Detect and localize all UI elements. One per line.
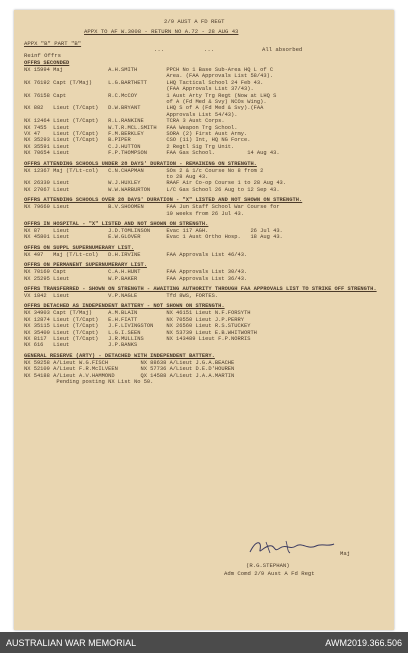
entry-line: NX 76158 Capt R.C.McCOY 1 Aust Arty Trg Regt (Now at LHQ S (24, 92, 277, 99)
entry-line: NX 7455 Lieut W.T.R.MCL.SMITH FAA Weapon Trg School. (24, 124, 238, 131)
entry-line: (FAA Approvals List 37/43). (24, 86, 254, 93)
signature-rank: Maj (340, 550, 351, 557)
entry-line: NX 882 Lieut (T/Capt) D.W.BRYANT LHQ S of A (Fd Med & Svy).(FAA (24, 105, 264, 112)
entry-line: NX 76192 Capt (T/Maj) L.G.BARTHETT LHQ Tactical School 24 Feb 43. (24, 79, 264, 86)
document-paper (14, 10, 394, 630)
entry-line: NX 70654 Lieut F.P.THOMPSON FAA Gas School. 14 Aug 43. (24, 150, 280, 157)
return-heading: APPX TO AF W.3008 - RETURN NO A.72 - 28 AUG 43 (84, 28, 239, 35)
archive-footer (0, 632, 408, 653)
all-absorbed: All absorbed (262, 46, 303, 53)
entry-line: NX 59258 A/Lieut W.G.FISCH NX 88638 A/Lieut J.G.A.BEACHE (24, 359, 235, 366)
entry-line: to 28 Aug 43. (24, 174, 209, 180)
dash-mark: ... (204, 46, 215, 53)
entry-line: NX 35591 Lieut C.J.HUTTON 2 Regtl Sig Trg Unit. (24, 143, 235, 150)
section-title: OFFRS ON SUPPL SUPERNUMERARY LIST. (24, 244, 134, 251)
section-title: OFFRS TRANSFERRED - SHOWN ON STRENGTH - AWAITING AUTHORITY THROUGH FAA APPROVALS LIST TO STRIKE OFF STRENGTH. (24, 286, 377, 292)
entry-line: NX 12874 Lieut (T/Capt) E.H.FIATT NX 70550 Lieut J.P.PERRY (24, 316, 244, 323)
section-title: OFFRS DETACHED AS INDEPENDENT BATTERY - NOT SHOWN ON STRENGTH. (24, 303, 225, 310)
entry-line: Area. (FAA Approvals List 58/43). (24, 73, 274, 80)
footer-institution: AUSTRALIAN WAR MEMORIAL (6, 637, 137, 648)
signatory-name: (R.G.STEPHAN) (246, 562, 290, 569)
entry-line: NX 25295 Lieut W.P.BAKER FAA Approvals List 36/43. (24, 275, 248, 282)
entry-line: VX 1842 Lieut V.P.NAGLE Tfd 8WS, FORTES. (24, 293, 219, 299)
entry-line: NX 87 Lieut J.D.TOMLINSON Evac 117 AGH. 26 Jul 43. (24, 228, 283, 234)
signatory-title: Adm Comd 2/9 Aust A Fd Regt (224, 570, 315, 577)
handwritten-signature (246, 538, 336, 556)
section-title: OFFRS IN HOSPITAL - "X" LISTED AND NOT SHOWN ON STRENGTH. (24, 221, 209, 227)
entry-line: NX 35400 Lieut (T/Capt) L.G.I.SEEN NX 53739 Lieut E.B.WHITWORTH (24, 329, 257, 336)
section-title: GENERAL RESERVE (ARTY) - DETACHED WITH INDEPENDENT BATTERY. (24, 352, 215, 359)
entry-line: NX 35293 Lieut (T/Capt) B.PIPER CSO (11) Int, HQ NG Force. (24, 137, 251, 144)
footer-accession: AWM2019.366.506 (325, 637, 402, 648)
entry-line: of A (Fd Med & Svy) NCOs Wing). (24, 99, 267, 105)
entry-line: NX 54188 A/Lieut A.V.HAMMOND QX 14588 A/Lieut J.A.A.MARTIN (24, 372, 235, 379)
entry-line: NX 12367 Maj (T/Lt-col) C.N.CHAPMAN SOs 2 & 1/c Course No 8 from 2 (24, 167, 264, 174)
entry-line: NX 15994 Maj A.H.SMITH PPCH No 1 Base Sub-Area HQ L of C (24, 67, 274, 73)
entry-line: NX 616 Lieut J.P.BANKS (24, 342, 138, 349)
unit-heading: 2/9 AUST A FD REGT (164, 18, 225, 25)
section-title: OFFRS ATTENDING SCHOOLS UNDER 28 DAYS' DURATION - REMAINING ON STRENGTH. (24, 160, 257, 167)
entry-line: Pending posting NX List No 50. (24, 379, 154, 385)
entry-line: NX 26330 Lieut W.J.HUXLEY RAAF Air Co-op Course 1 to 28 Aug 43. (24, 180, 287, 187)
entry-line: NX 8117 Lieut (T/Capt) J.R.MULLINS NX 143489 Lieut F.P.NORRIS (24, 336, 251, 342)
section-title: OFFRS ON PERMANENT SUPERNUMERARY LIST. (24, 262, 147, 269)
entry-line: NX 45801 Lieut E.W.GLOVER Evac 1 Aust Ortho Hosp. 18 Aug 43. (24, 234, 283, 241)
entry-line: NX 70169 Capt C.A.H.HUNT FAA Approvals List 30/43. (24, 269, 248, 276)
entry-line: Approvals List 54/43). (24, 111, 238, 118)
entry-line: NX 79660 Lieut B.V.SHOOMEN FAA Jun Staff School War Course for (24, 204, 280, 211)
entry-line: NX 34903 Capt (T/Maj) A.M.BLAIN NX 46151 Lieut N.F.FORSYTH (24, 310, 251, 317)
entry-line: VX 47 Lieut (T/Capt) F.M.BERKLEY SORA (2) First Aust Army. (24, 131, 248, 137)
dash-mark: ... (154, 46, 165, 53)
appx-label: APPX "B" PART "B" (24, 40, 82, 47)
entry-line: 10 weeks from 26 Jul 43. (24, 210, 244, 217)
entry-line: NX 12464 Lieut (T/Capt) R.L.RANKINE TCRA 3 Aust Corps. (24, 118, 225, 125)
entry-line: NX 27067 Lieut W.W.WARBURTON L/C Gas School 26 Aug to 12 Sep 43. (24, 186, 280, 193)
section-title: OFFRS ATTENDING SCHOOLS OVER 28 DAYS' DURATION - "X" LISTED AND NOT SHOWN ON STRENGTH. (24, 197, 303, 204)
entry-line: NX 52109 A/Lieut F.R.McILVEEN NX 57736 A/Lieut D.E.D'HOUREN (24, 366, 235, 373)
entry-line: NX 35115 Lieut (T/Capt) J.F.LIVINGSTON NX 26560 Lieut R.S.STUCKEY (24, 323, 251, 330)
section-title: OFFRS SECONDED (24, 60, 70, 66)
entry-line: NX 497 Maj (T/Lt-col) D.H.IRVINE FAA Approvals List 46/43. (24, 251, 248, 258)
reinf-label: Reinf Offrs (24, 52, 61, 59)
